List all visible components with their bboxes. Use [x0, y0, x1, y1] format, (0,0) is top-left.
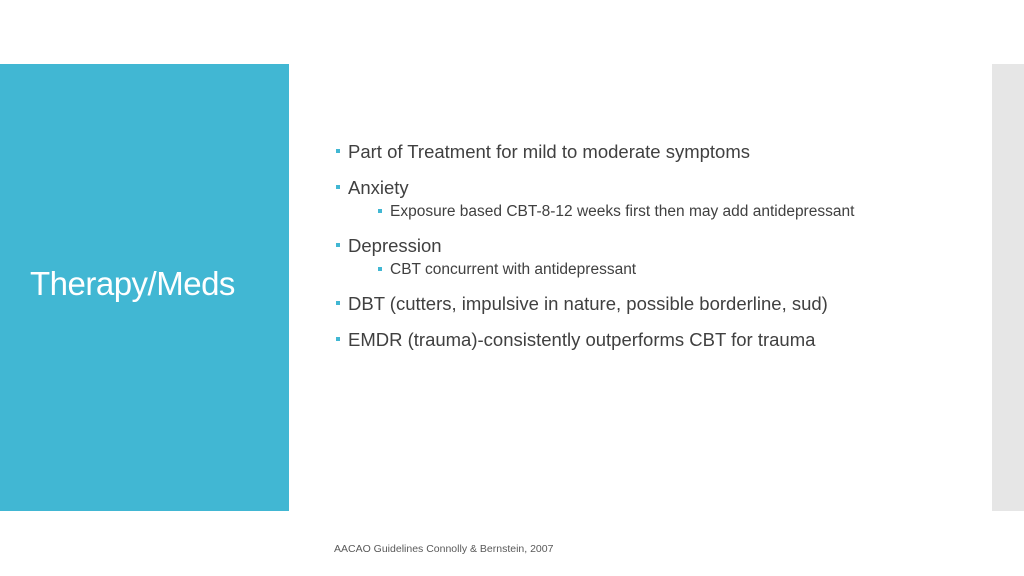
slide-footer: AACAO Guidelines Connolly & Bernstein, 2007: [334, 543, 554, 555]
sub-bullet-text: Exposure based CBT-8-12 weeks first then may add antidepressant: [390, 203, 855, 220]
bullet-text: DBT (cutters, impulsive in nature, possible borderline, sud): [348, 293, 828, 314]
bullet-text: Part of Treatment for mild to moderate symptoms: [348, 141, 751, 162]
bullet-icon: [378, 209, 382, 213]
bullet-icon: [336, 149, 340, 153]
bullet-item: [334, 292, 974, 316]
bullet-text: EMDR (trauma)-consistently outperforms CBT for trauma: [348, 329, 816, 350]
bullet-icon: [336, 337, 340, 341]
sub-bullet-item: [376, 260, 974, 280]
bullet-icon: [336, 185, 340, 189]
bullet-item: [334, 176, 974, 222]
bullet-item: [334, 140, 974, 164]
sub-bullet-text: CBT concurrent with antidepressant: [390, 261, 637, 278]
bullet-text: Depression: [348, 235, 442, 256]
bullet-item: [334, 234, 974, 280]
sub-bullet-list: [334, 202, 974, 222]
bullet-text: Anxiety: [348, 177, 409, 198]
bullet-icon: [378, 267, 382, 271]
slide-title: Therapy/Meds: [30, 265, 235, 302]
bullet-item: [334, 328, 974, 352]
sub-bullet-item: [376, 202, 974, 222]
sub-bullet-list: [334, 260, 974, 280]
bullet-icon: [336, 243, 340, 247]
bullet-list: [334, 140, 974, 364]
right-accent-bar: [992, 64, 1024, 511]
bullet-icon: [336, 301, 340, 305]
